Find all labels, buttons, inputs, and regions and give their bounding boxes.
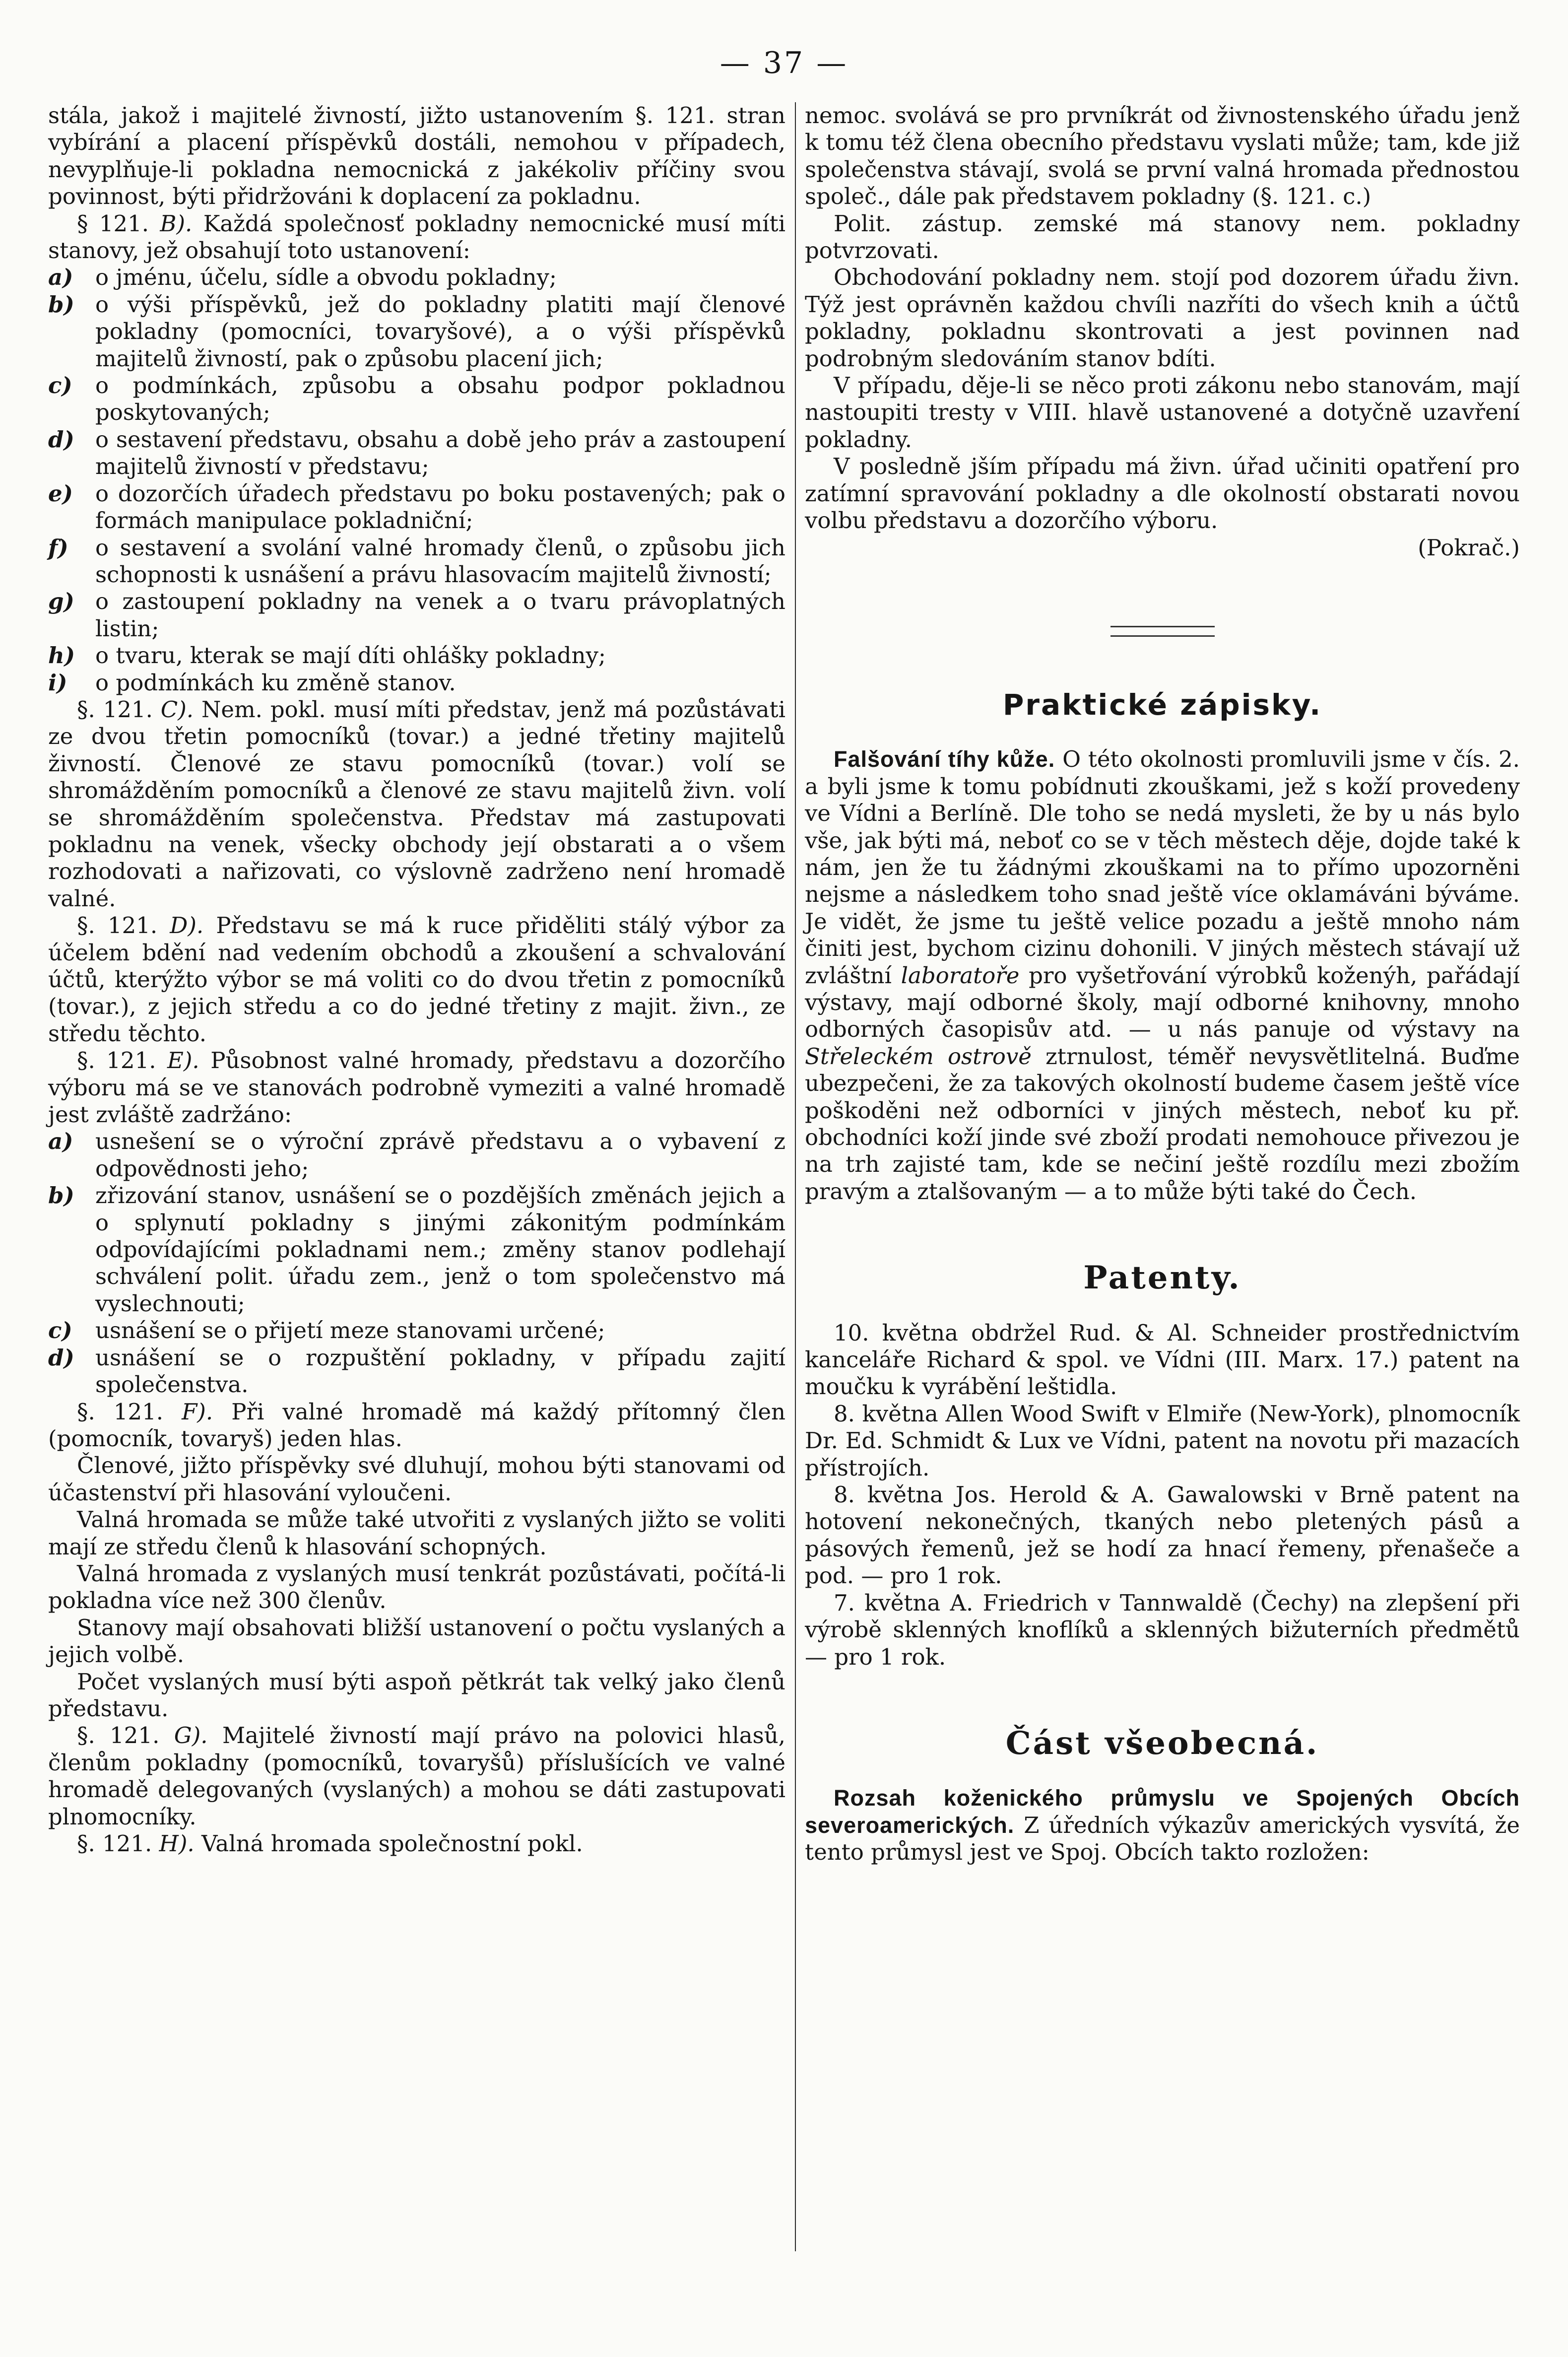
patent-entry: 10. května obdržel Rud. & Al. Schneider prostřednictvím kanceláře Richard & spol. ve Vídni (III. Marx. 17.) patent na moučku k vyrábění leštidla.: [805, 1319, 1520, 1400]
paragraph-text: Majitelé živností mají právo na polovici hlasů, členům pokladny (pomocníků, tovaryšů) příslušících ve valné hromadě delegovaných (vyslaných) a mohou se dáti zastupovati plnomocníky.: [48, 1722, 785, 1830]
list-item: [48, 291, 785, 372]
list-label: c): [48, 1317, 72, 1344]
list-item: [48, 1128, 785, 1182]
section-letter: G).: [174, 1722, 208, 1749]
paragraph-text: Nem. pokl. musí míti představ, jenž má pozůstávati ze dvou třetin pomocníků (tovar.) a jedné třetiny majitelů živností. Členové ze stavu pomocníků (tovar.) volí se shromážděním pomocníků a členové ze stavu majitelů živn. volí se shromážděním společenstva. Představ má zastupovati pokladnu na venek, všecky obchody její obstarati a o všem rozhodovati a nařizovati, co výslovně zadrženo není hromadě valné.: [48, 696, 785, 912]
list-label: c): [48, 372, 72, 399]
section-letter: B).: [160, 210, 193, 237]
list-label: a): [48, 264, 73, 291]
list-label: i): [48, 669, 67, 696]
paragraph: Počet vyslaných musí býti aspoň pětkrát tak velký jako členů představu.: [48, 1668, 785, 1722]
article-text: O této okolnosti promluvili jsme v čís. 2. a byli jsme k tomu pobídnuti zkouškami, jež s koží provedeny ve Vídni a Berlíně. Dle toho se nedá mysleti, že by u nás bylo vše, jak býti má, neboť co se v těch městech děje, dojde také k nám, jen že tu žádnými zkouškami na to přímo upozorněni nejsme a následkem toho snad ještě více oklamáváni býváme. Je vidět, že jsme tu ještě velice pozadu a ještě mnoho nám činiti jest, bychom cizinu dohonili. V jiných městech stávají už zvláštní: [805, 746, 1520, 989]
list-label: b): [48, 1182, 74, 1209]
patent-entry: 7. května A. Friedrich v Tannwaldě (Čechy) na zlepšení při výrobě sklenných knoflíků a sklenných bižuterních předmětů — pro 1 rok.: [805, 1589, 1520, 1670]
list-label: e): [48, 480, 73, 507]
list-item: [48, 1182, 785, 1317]
paragraph-121-g: [48, 1722, 785, 1830]
list-label: a): [48, 1128, 73, 1155]
section-mark: §. 121.: [77, 1722, 160, 1749]
section-divider: [1111, 635, 1215, 637]
statute-list-2: [48, 1128, 785, 1398]
list-item: [48, 670, 785, 696]
list-text: o tvaru, kterak se mají díti ohlášky pokladny;: [95, 642, 606, 669]
paragraph-text: Při valné hromadě má každý přítomný člen (pomocník, tovaryš) jeden hlas.: [48, 1398, 785, 1452]
article-lead: Falšování tíhy kůže.: [834, 746, 1055, 772]
section-divider: [1111, 626, 1215, 627]
section-letter: H).: [159, 1830, 195, 1857]
list-text: zřizování stanov, usnášení se o pozdějších změnách jejich a o splynutí pokladny s jinými zákonitým podmínkám odpovídajícími pokladnami nem.; změny stanov podlehají schválení polit. úřadu zem., jenž o tom společenstvo má vyslechnouti;: [95, 1182, 785, 1317]
article-emphasis: laboratoře: [901, 962, 1020, 989]
section-mark: §. 121.: [77, 1398, 164, 1425]
list-text: o jménu, účelu, sídle a obvodu pokladny;: [95, 264, 557, 291]
section-mark: § 121.: [77, 210, 149, 237]
paragraph-121-h: [48, 1830, 785, 1857]
list-item: [48, 1345, 785, 1399]
article-text: pro vyšetřování výrobků koženýh, pařádají výstavy, mají odborné školy, mají odborné knihovny, mnoho odborných časopisův atd. — u nás panuje od výstavy na: [805, 962, 1520, 1043]
article-rozsah: [805, 1785, 1520, 1866]
section-mark: §. 121.: [77, 696, 153, 723]
list-label: f): [48, 534, 68, 561]
right-column: [798, 102, 1520, 1866]
paragraph: Obchodování pokladny nem. stojí pod dozorem úřadu živn. Týž jest oprávněn každou chvíli nazříti do všech knih a účtů pokladny, pokladnu skontrovati a jest povinnen nad podrobným sledováním stanov bdíti.: [805, 264, 1520, 372]
list-label: h): [48, 642, 75, 669]
list-item: [48, 372, 785, 426]
list-text: o zastoupení pokladny na venek a o tvaru právoplatných listin;: [95, 588, 785, 642]
list-label: g): [48, 588, 74, 615]
paragraph: Valná hromada z vyslaných musí tenkrát pozůstávati, počítá-li pokladna více než 300 členův.: [48, 1560, 785, 1614]
article-text: Z úředních výkazův amerických vysvítá, že tento průmysl jest ve Spoj. Obcích takto rozložen:: [805, 1812, 1520, 1866]
paragraph: Členové, jižto příspěvky své dluhují, mohou býti stanovami od účastenství při hlasování vyloučeni.: [48, 1452, 785, 1506]
statute-list-1: [48, 264, 785, 696]
section-letter: D).: [170, 912, 204, 939]
left-column: [48, 102, 792, 1857]
column-divider: [795, 102, 796, 2251]
article-text: ztrnulost, téměř nevysvětlitelná. Buďme ubezpečeni, že za takových okolností budeme časem ještě více poškoděni než odborníci v jiných městech, neboť ku př. obchodníci koží jinde své zboží prodati nemohouce přivezou je na trh zajisté tam, kde se nečiní ještě rozdílu mezi zbožím pravým a ztalšovaným — a to může býti také do Čech.: [805, 1043, 1520, 1205]
list-item: [48, 480, 785, 535]
list-label: d): [48, 426, 74, 453]
paragraph: V případu, děje-li se něco proti zákonu nebo stanovám, mají nastoupiti tresty v VIII. hlavě ustanovené a dotyčně uzavření pokladny.: [805, 372, 1520, 453]
paragraph-text: Každá společnosť pokladny nemocnické musí míti stanovy, jež obsahují toto ustanovení:: [48, 210, 786, 264]
list-item: [48, 588, 785, 642]
list-item: [48, 264, 785, 291]
paragraph: Polit. zástup. zemské má stanovy nem. pokladny potvrzovati.: [805, 210, 1520, 264]
heading-cast-vseobecna: Část všeobecná.: [1005, 1724, 1319, 1762]
paragraph: nemoc. svolává se pro prvníkrát od živnostenského úřadu jenž k tomu též člena obecního představu vyslati může; tam, kde již společenstva stávají, svolá se první valná hromada přednostou společ., dále pak představem pokladny (§. 121. c.): [805, 102, 1520, 210]
paragraph: stála, jakož i majitelé živností, jižto ustanovením §. 121. stran vybírání a placení příspěvků dostáli, nemohou v případech, nevyplňuje-li pokladna nemocnická z jakékoliv příčiny svou povinnost, býti přidržováni k doplacení za pokladnu.: [48, 102, 785, 210]
list-text: usnášení se o rozpuštění pokladny, v případu zajití společenstva.: [95, 1344, 785, 1398]
section-mark: §. 121.: [77, 912, 158, 939]
paragraph: Valná hromada se může také utvořiti z vyslaných jižto se voliti mají ze středu členů k hlasování schopných.: [48, 1506, 785, 1560]
paragraph-text: Valná hromada společnostní pokl.: [201, 1830, 583, 1857]
list-item: [48, 535, 785, 589]
section-letter: E).: [167, 1047, 199, 1074]
patent-entry: 8. května Allen Wood Swift v Elmiře (New-York), plnomocník Dr. Ed. Schmidt & Lux ve Vídni, patent na novotu při mazacích přístrojích.: [805, 1400, 1520, 1481]
section-mark: §. 121.: [77, 1830, 152, 1857]
paragraph-121-e: [48, 1047, 785, 1128]
article-prakticke: [805, 746, 1520, 1205]
heading-prakticke-zapisky: Praktické zápisky.: [1002, 687, 1322, 722]
section-mark: §. 121.: [77, 1047, 156, 1074]
list-item: [48, 1317, 785, 1344]
list-text: usnášení se o přijetí meze stanovami určené;: [95, 1317, 605, 1344]
list-item: [48, 426, 785, 480]
paragraph-121-b: [48, 210, 785, 265]
continued-note: (Pokrač.): [1418, 534, 1520, 561]
paragraph: V posledně jším případu má živn. úřad učiniti opatření pro zatímní spravování pokladny a dle okolností obstarati novou volbu představu a dozorčího výboru.: [805, 453, 1520, 534]
patent-entry: 8. května Jos. Herold & A. Gawalowski v Brně patent na hotovení nekonečných, tkaných nebo pletených pásů a pásových řemenů, jež se hodí za hnací řemeny, přenašeče a pod. — pro 1 rok.: [805, 1482, 1520, 1589]
list-label: d): [48, 1344, 74, 1371]
heading-patenty: Patenty.: [1083, 1259, 1241, 1297]
paragraph-121-f: [48, 1399, 785, 1453]
paragraph: Stanovy mají obsahovati bližší ustanovení o počtu vyslaných a jejich volbě.: [48, 1614, 785, 1668]
paragraph-121-d: [48, 912, 785, 1047]
list-text: o podmínkách, způsobu a obsahu podpor pokladnou poskytovaných;: [95, 372, 785, 426]
list-text: o dozorčích úřadech představu po boku postavených; pak o formách manipulace pokladniční;: [95, 480, 785, 534]
list-label: b): [48, 291, 74, 318]
section-letter: C).: [160, 696, 194, 723]
list-text: usnešení se o výroční zprávě představu a o vybavení z odpovědnosti jeho;: [95, 1128, 785, 1182]
paragraph-text: Působnost valné hromady, představu a dozorčího výboru má se ve stanovách podrobně vymeziti a valné hromadě jest zvláště zadržáno:: [48, 1047, 785, 1128]
article-emphasis: Střeleckém ostrově: [805, 1043, 1032, 1070]
list-text: o výši příspěvků, jež do pokladny platiti mají členové pokladny (pomocníci, tovaryšové), a o výši příspěvků majitelů živností, pak o způsobu placení jich;: [95, 291, 785, 372]
paragraph-121-c: [48, 696, 785, 912]
page-number: — 37 —: [719, 46, 849, 80]
list-text: o sestavení a svolání valné hromady členů, o způsobu jich schopnosti k usnášení a právu hlasovacím majitelů živností;: [95, 534, 785, 588]
article-lead: Rozsah koženického průmyslu ve Spojených Obcích severoamerických.: [805, 1785, 1520, 1838]
list-text: o sestavení představu, obsahu a době jeho práv a zastoupení majitelů živností v představu;: [95, 426, 785, 480]
list-item: [48, 642, 785, 669]
list-text: o podmínkách ku změně stanov.: [95, 669, 456, 696]
section-letter: F).: [182, 1398, 213, 1425]
paragraph-text: Představu se má k ruce přiděliti stálý výbor za účelem bdění nad vedením obchodů a zkoušení a schvalování účtů, kterýžto výbor se má voliti co do dvou třetin z pomocníků (tovar.), z jejich středu a co do jedné třetiny z majit. živn., ze středu těchto.: [48, 912, 786, 1047]
